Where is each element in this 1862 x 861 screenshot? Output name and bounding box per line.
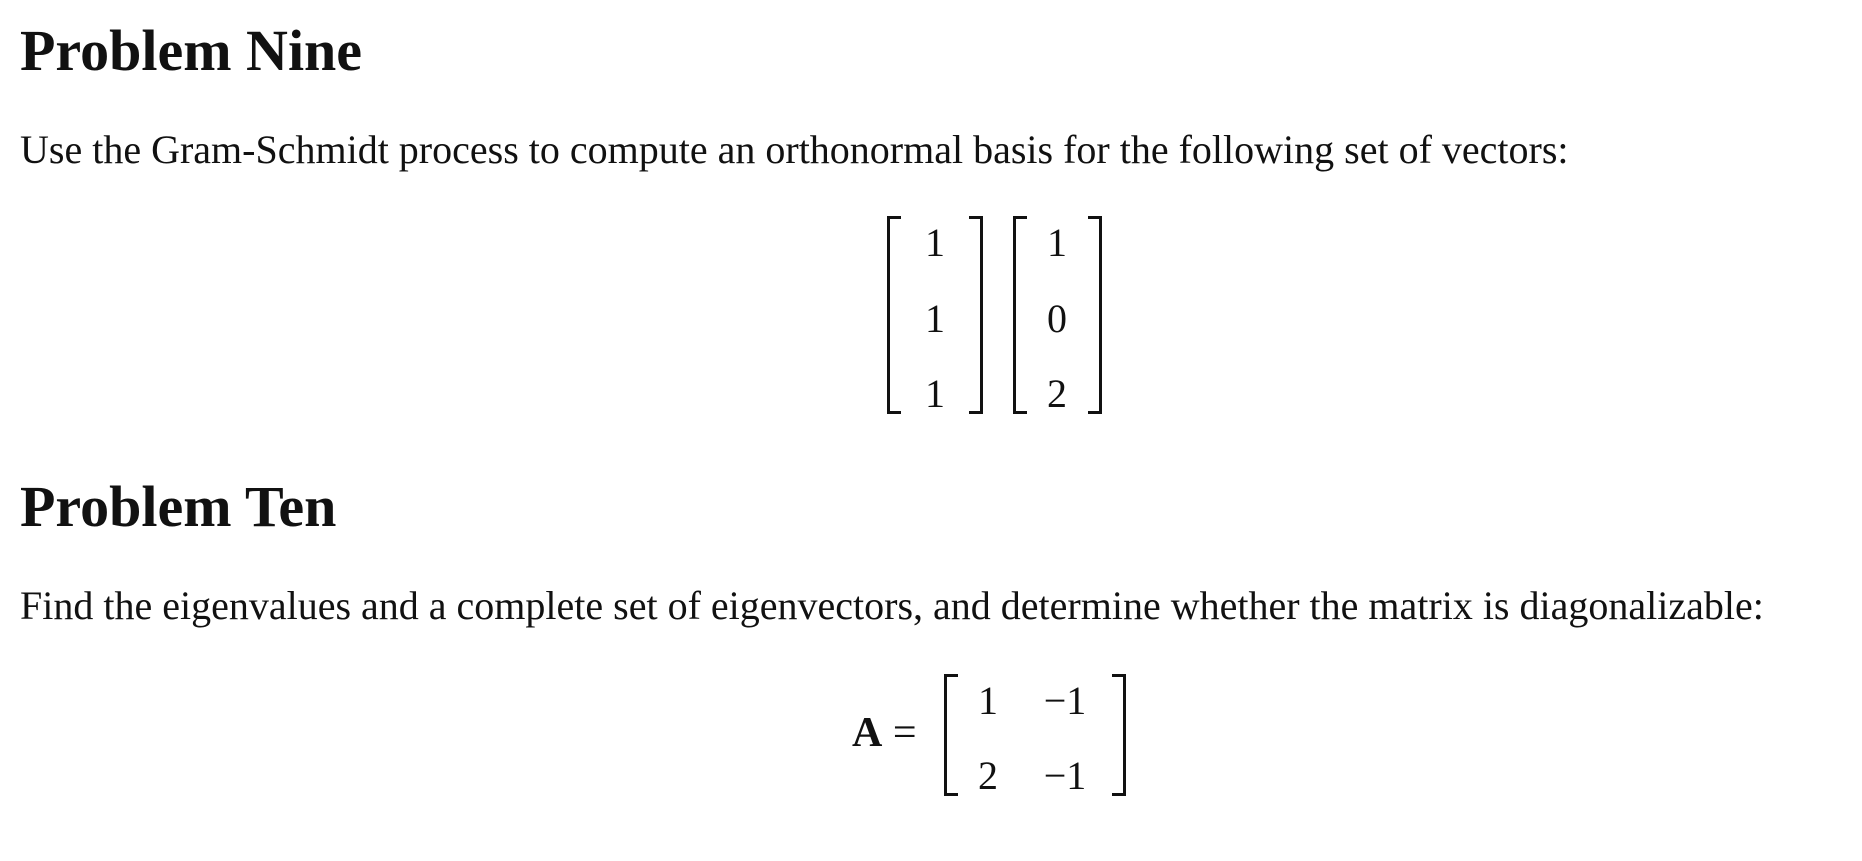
matrix-a [944,674,1126,796]
matrix-name: A [852,710,883,756]
matrix-a-entry-21: 2 [978,753,998,798]
vector-two [1013,216,1102,414]
problem-ten-text: Find the eigenvalues and a complete set of eigenvectors, and determine whether the matrix is diagonalizable: [20,583,1764,628]
vector-one-entry-3: 1 [925,371,945,416]
vector-two-entry-3: 2 [1047,371,1067,416]
vector-one-entry-2: 1 [925,296,945,341]
problem-nine-text: Use the Gram-Schmidt process to compute an orthonormal basis for the following set of vectors: [20,127,1569,172]
matrix-a-entry-11: 1 [978,678,998,723]
vector-two-entry-2: 0 [1047,296,1067,341]
vector-one [887,216,983,414]
matrix-a-entry-12: −1 [1043,678,1087,723]
problem-ten-heading: Problem Ten [20,474,337,539]
matrix-equation-lhs [852,712,917,754]
equals-sign: = [892,710,917,756]
vector-two-entry-1: 1 [1047,220,1067,265]
matrix-a-entry-22: −1 [1043,753,1087,798]
problem-nine-heading: Problem Nine [20,18,363,83]
vector-one-entry-1: 1 [925,220,945,265]
